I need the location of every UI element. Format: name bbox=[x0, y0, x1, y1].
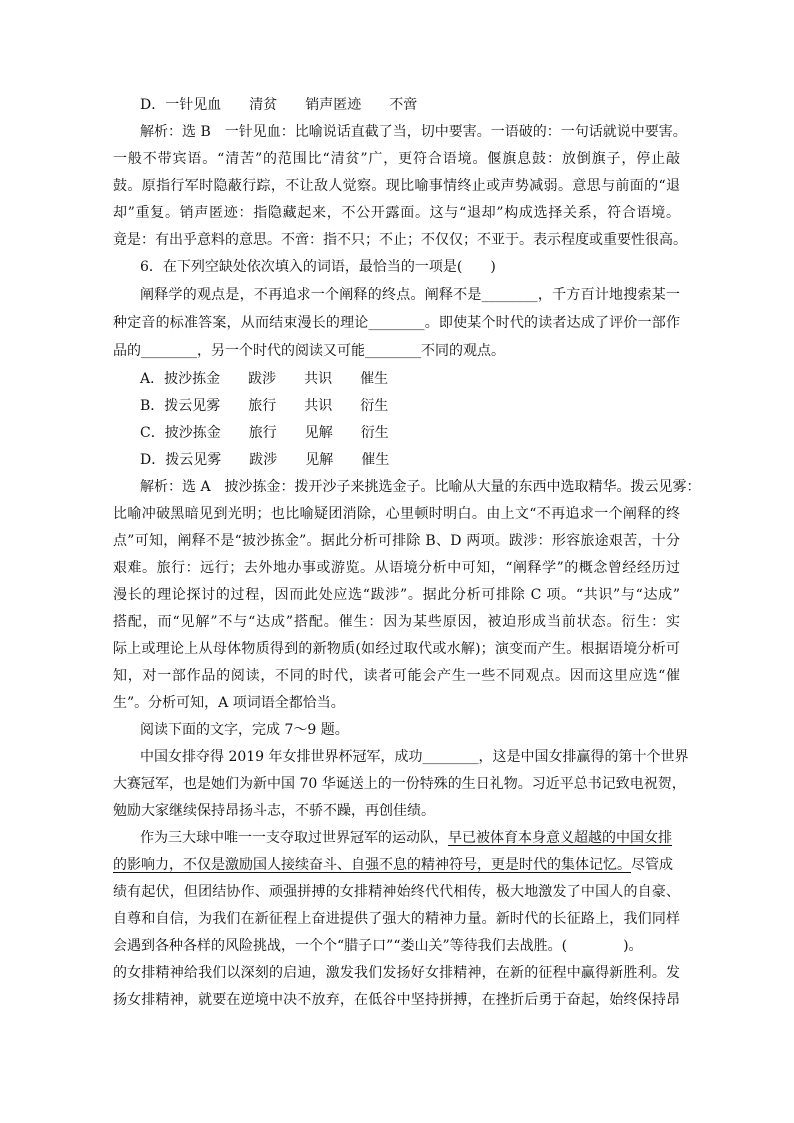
analysis-line: 一般不带宾语。“清苦”的范围比“清贫”广，更符合语境。偃旗息鼓：放倒旗子，停止敲 bbox=[113, 151, 680, 167]
option-d-line: D．一针见血 清贫 销声匿迹 不啻 bbox=[140, 97, 418, 113]
passage-line: 阐释学的观点是，不再追求一个阐释的终点。阐释不是________，千方百计地搜索某一 bbox=[140, 287, 680, 303]
article-line bbox=[140, 827, 680, 849]
analysis-line: 搭配，而“见解”不与“达成”搭配。催生：因为某些原因，被迫形成当前状态。衍生：实 bbox=[113, 614, 680, 630]
analysis-line: 艰难。旅行：远行；去外地办事或游览。从语境分析中可知，“阐释学”的概念曾经经历过 bbox=[113, 560, 680, 576]
underlined-sentence: 早已被体育本身意义超越的中国女排 bbox=[448, 830, 672, 846]
article-line: 扬女排精神，就要在逆境中决不放弃，在低谷中坚持拼搏，在挫折后勇于奋起，始终保持昂 bbox=[113, 992, 680, 1008]
option-a: A．披沙拣金 跋涉 共识 催生 bbox=[140, 371, 389, 387]
analysis-line: 鼓。原指行军时隐蔽行踪，不让敌人觉察。现比喻事情终止或声势减弱。意思与前面的“退 bbox=[113, 178, 680, 194]
article-line: 会遇到各种各样的风险挑战，一个个“腊子口”“娄山关”等待我们去战胜。( )。 bbox=[113, 938, 643, 954]
analysis-line: 点”可知，阐释不是“披沙拣金”。据此分析可排除 B、D 两项。跋涉：形容旅途艰苦，十分 bbox=[113, 533, 680, 549]
article-line: 绩有起伏，但团结协作、顽强拼搏的女排精神始终代代相传，极大地激发了中国人的自豪、 bbox=[113, 884, 680, 900]
analysis-line: 比喻冲破黑暗见到光明；也比喻疑团消除，心里顿时明白。由上文“不再追求一个阐释的终 bbox=[113, 506, 680, 522]
article-line: 中国女排夺得 2019 年女排世界杯冠军，成功________，这是中国女排赢得的第十个世界 bbox=[140, 749, 689, 765]
analysis-line: 竟是：有出乎意料的意思。不啻：指不只；不止；不仅仅；不亚于。表示程度或重要性很高。 bbox=[113, 232, 687, 248]
passage-line: 种定音的标准答案，从而结束漫长的理论________。即使某个时代的读者达成了评价一部作 bbox=[113, 315, 680, 331]
reading-instruction: 阅读下面的文字，完成 7～9 题。 bbox=[140, 722, 349, 738]
analysis-line: 却”重复。销声匿迹：指隐藏起来，不公开露面。这与“退却”构成选择关系，符合语境。 bbox=[113, 205, 680, 221]
analysis-line: 际上或理论上从母体物质得到的新物质(如经过取代或水解)；演变而产生。根据语境分析可 bbox=[113, 641, 680, 657]
article-line bbox=[113, 854, 680, 876]
article-text: 作为三大球中唯一一支夺取过世界冠军的运动队， bbox=[140, 830, 448, 846]
article-text: 尽管成 bbox=[631, 857, 673, 873]
analysis-line: 解析：选 B 一针见血：比喻说话直截了当，切中要害。一语破的：一句话就说中要害。 bbox=[140, 124, 687, 140]
analysis-line: 知，对一部作品的阅读，不同的时代，读者可能会产生一些不同观点。因而这里应选“催 bbox=[113, 668, 680, 684]
question-6-stem: 6．在下列空缺处依次填入的词语，最恰当的一项是( ) bbox=[140, 259, 496, 275]
option-d: D．拨云见雾 跋涉 见解 催生 bbox=[140, 452, 390, 468]
article-line: 勉励大家继续保持昂扬斗志，不骄不躁，再创佳绩。 bbox=[113, 803, 435, 819]
analysis-line: 生”。分析可知，A 项词语全都恰当。 bbox=[113, 695, 345, 711]
passage-line: 品的________，另一个时代的阅读又可能________不同的观点。 bbox=[113, 343, 505, 359]
option-b: B．拨云见雾 旅行 共识 衍生 bbox=[140, 398, 389, 414]
option-c: C．披沙拣金 旅行 见解 衍生 bbox=[140, 425, 389, 441]
article-line: 大赛冠军，也是她们为新中国 70 华诞送上的一份特殊的生日礼物。习近平总书记致电祝贺， bbox=[113, 776, 686, 792]
analysis-line: 解析：选 A 披沙拣金：拨开沙子来挑选金子。比喻从大量的东西中选取精华。拨云见雾： bbox=[140, 479, 701, 495]
analysis-line: 漫长的理论探讨的过程，因而此处应选“跋涉”。据此分析可排除 C 项。“共识”与“达成” bbox=[113, 587, 680, 603]
article-line: 的女排精神给我们以深刻的启迪，激发我们发扬好女排精神，在新的征程中赢得新胜利。发 bbox=[113, 965, 680, 981]
underlined-sentence: 的影响力，不仅是激励国人接续奋斗、自强不息的精神符号，更是时代的集体记忆。 bbox=[113, 857, 631, 873]
article-line: 自尊和自信，为我们在新征程上奋进提供了强大的精神力量。新时代的长征路上，我们同样 bbox=[113, 911, 680, 927]
